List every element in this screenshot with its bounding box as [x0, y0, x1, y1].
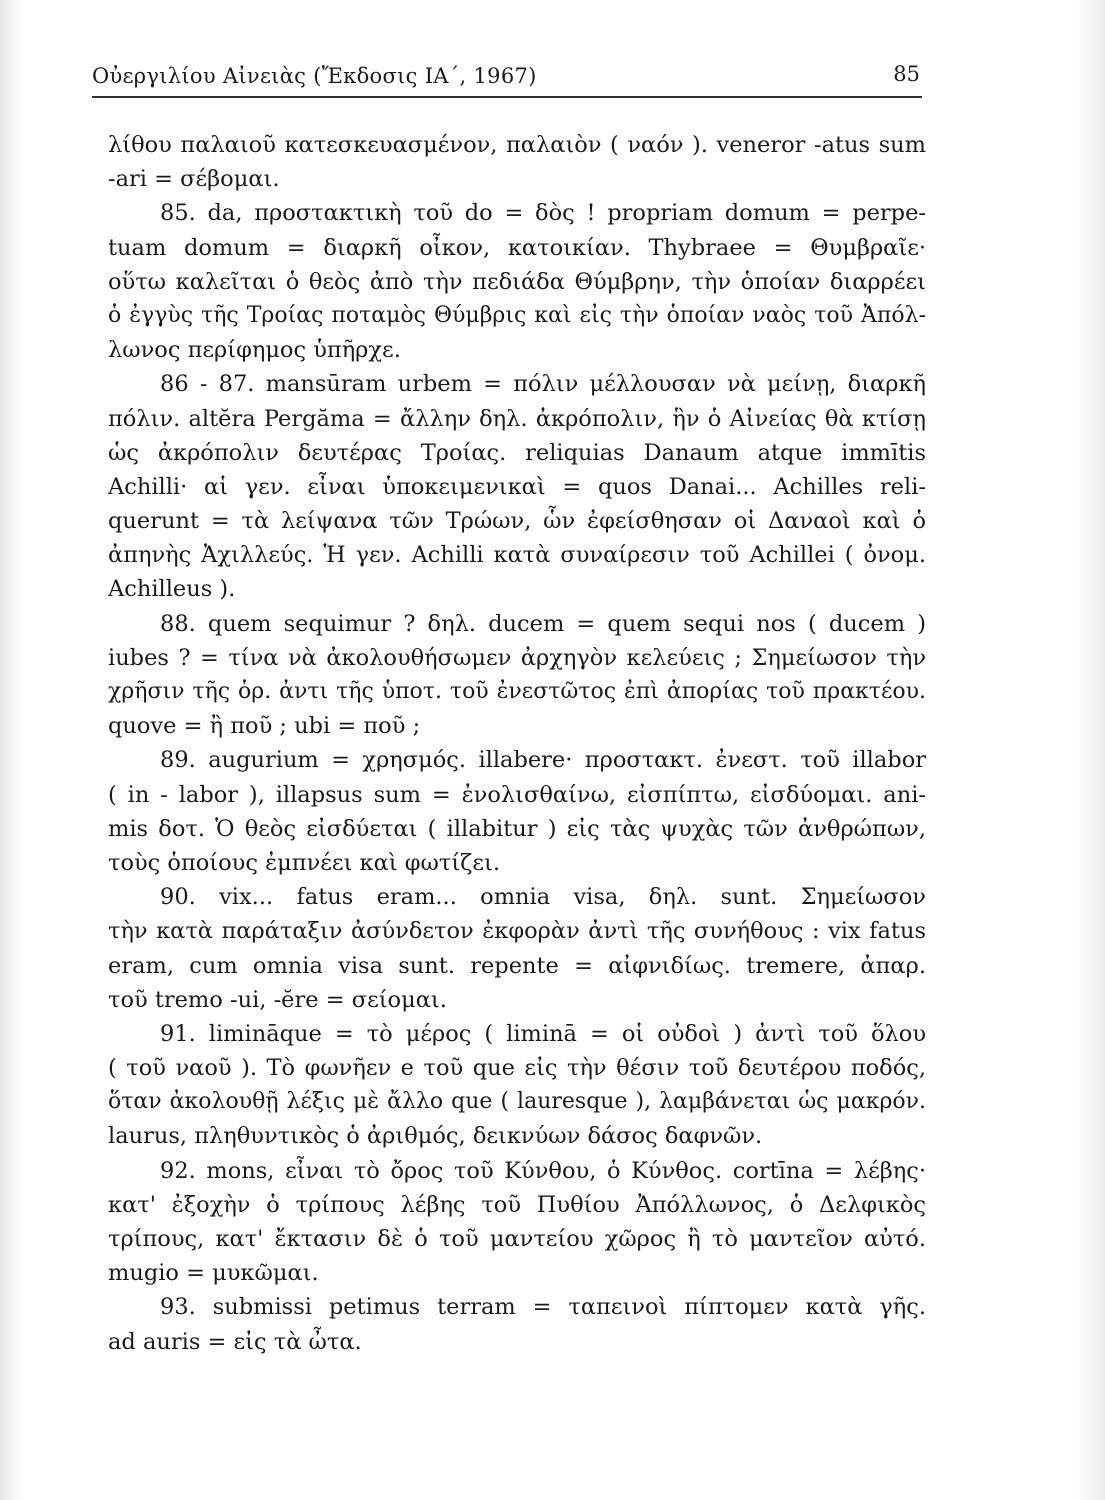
text-line: ὁ ἐγγὺς τῆς Τροίας ποταμὸς Θύμβρις καὶ εἰς τὴν ὁποίαν ναὸς τοῦ Ἀπόλ- [108, 302, 926, 328]
running-title: Οὐεργιλίου Αἰνειὰς (Ἔκδοσις ΙΑ΄, 1967) [92, 64, 537, 88]
text-line: ὡς ἀκρόπολιν δευτέρας Τροίας. reliquias Danaum atque immītis [108, 439, 926, 466]
note-93-start: 93. submissi petimus terram = ταπεινοὶ πίπτομεν κατὰ γῆς. [160, 1294, 926, 1321]
note-91-start: 91. limināque = τὸ μέρος ( liminā = οἱ οὐδοὶ ) ἀντὶ τοῦ ὅλου [160, 1020, 926, 1047]
text-line: χρῆσιν τῆς ὁρ. ἀντι τῆς ὑποτ. τοῦ ἐνεστῶτος ἐπὶ ἀπορίας τοῦ πρακτέου. [108, 679, 926, 704]
text-line: ad auris = εἰς τὰ ὦτα. [108, 1328, 362, 1355]
running-head [92, 62, 922, 96]
text-line: ( τοῦ ναοῦ ). Τὸ φωνῆεν e τοῦ que εἰς τὴν θέσιν τοῦ δευτέρου ποδός, [108, 1055, 926, 1082]
text-line: κατ' ἐξοχὴν ὁ τρίπους λέβης τοῦ Πυθίου Ἀπόλλωνος, ὁ Δελφικὸς [108, 1191, 926, 1218]
text-line: τοὺς ὁποίους ἐμπνέει καὶ φωτίζει. [108, 849, 500, 876]
text-line: -ari = σέβομαι. [108, 166, 280, 193]
text-line: οὕτω καλεῖται ὁ θεὸς ἀπὸ τὴν πεδιάδα Θύμβρην, τὴν ὁποίαν διαρρέει [108, 268, 926, 295]
note-89-start: 89. augurium = χρησμός. illabere· προστακτ. ἐνεστ. τοῦ illabor [160, 747, 926, 774]
text-line: Achilleus ). [108, 576, 236, 603]
text-line: ( in - labor ), illapsus sum = ἐνολισθαίνω, εἰσπίπτω, εἰσδύομαι. ani- [108, 781, 926, 808]
text-line: tuam domum = διαρκῆ οἶκον, κατοικίαν. Thybraee = Θυμβραῖε· [108, 234, 926, 261]
page-edge-shadow-left [0, 0, 22, 1500]
note-90-start: 90. vix... fatus eram... omnia visa, δηλ. sunt. Σημείωσον [160, 884, 926, 911]
header-rule [92, 96, 922, 98]
note-86-87-start: 86 - 87. mansūram urbem = πόλιν μέλλουσαν νὰ μείνῃ, διαρκῆ [160, 371, 926, 398]
text-line: τρίπους, κατ' ἔκτασιν δὲ ὁ τοῦ μαντείου χῶρος ἢ τὸ μαντεῖον αὐτό. [108, 1226, 926, 1252]
commentary-text [108, 128, 926, 1359]
text-line: πόλιν. altĕra Pergăma = ἄλλην δηλ. ἀκρόπολιν, ἣν ὁ Αἰνείας θὰ κτίσῃ [108, 405, 926, 432]
text-line: ἀπηνὴς Ἀχιλλεύς. Ἡ γεν. Achilli κατὰ συναίρεσιν τοῦ Achillei ( ὀνομ. [108, 542, 926, 569]
text-line: laurus, πληθυντικὸς ὁ ἀριθμός, δεικνύων δάσος δαφνῶν. [108, 1123, 763, 1150]
text-line: ὅταν ἀκολουθῇ λέξις μὲ ἄλλο que ( lauresque ), λαμβάνεται ὡς μακρόν. [108, 1089, 926, 1115]
note-92-start: 92. mons, εἶναι τὸ ὄρος τοῦ Κύνθου, ὁ Κύνθος. cortīna = λέβης· [160, 1157, 926, 1184]
text-line: Achilli· αἱ γεν. εἶναι ὑποκειμενικαὶ = quos Danai... Achilles reli- [108, 473, 926, 500]
text-line: iubes ? = τίνα νὰ ἀκολουθήσωμεν ἀρχηγὸν κελεύεις ; Σημείωσον τὴν [108, 644, 926, 671]
text-line: λωνος περίφημος ὑπῆρχε. [108, 337, 401, 364]
text-line: λίθου παλαιοῦ κατεσκευασμένον, παλαιὸν ( ναόν ). veneror -atus sum [108, 132, 926, 158]
text-line: mis δοτ. Ὁ θεὸς εἰσδύεται ( illabitur ) εἰς τὰς ψυχὰς τῶν ἀνθρώπων, [108, 815, 926, 842]
note-85-start: 85. da, προστακτικὴ τοῦ do = δὸς ! propriam domum = perpe- [160, 200, 926, 227]
text-line: τὴν κατὰ παράταξιν ἀσύνδετον ἐκφορὰν ἀντὶ τῆς συνήθους : vix fatus [108, 918, 926, 945]
page-number: 85 [893, 62, 920, 86]
note-88-start: 88. quem sequimur ? δηλ. ducem = quem sequi nos ( ducem ) [160, 610, 926, 637]
page-edge-shadow-right [1075, 0, 1105, 1500]
text-line: mugio = μυκῶμαι. [108, 1260, 319, 1287]
text-line: eram, cum omnia visa sunt. repente = αἰφνιδίως. tremere, ἀπαρ. [108, 952, 926, 979]
text-line: τοῦ tremo -ui, -ĕre = σείομαι. [108, 986, 447, 1013]
text-line: quove = ἢ ποῦ ; ubi = ποῦ ; [108, 713, 421, 740]
text-line: querunt = τὰ λείψανα τῶν Τρώων, ὧν ἐφείσθησαν οἱ Δαναοὶ καὶ ὁ [108, 508, 926, 535]
